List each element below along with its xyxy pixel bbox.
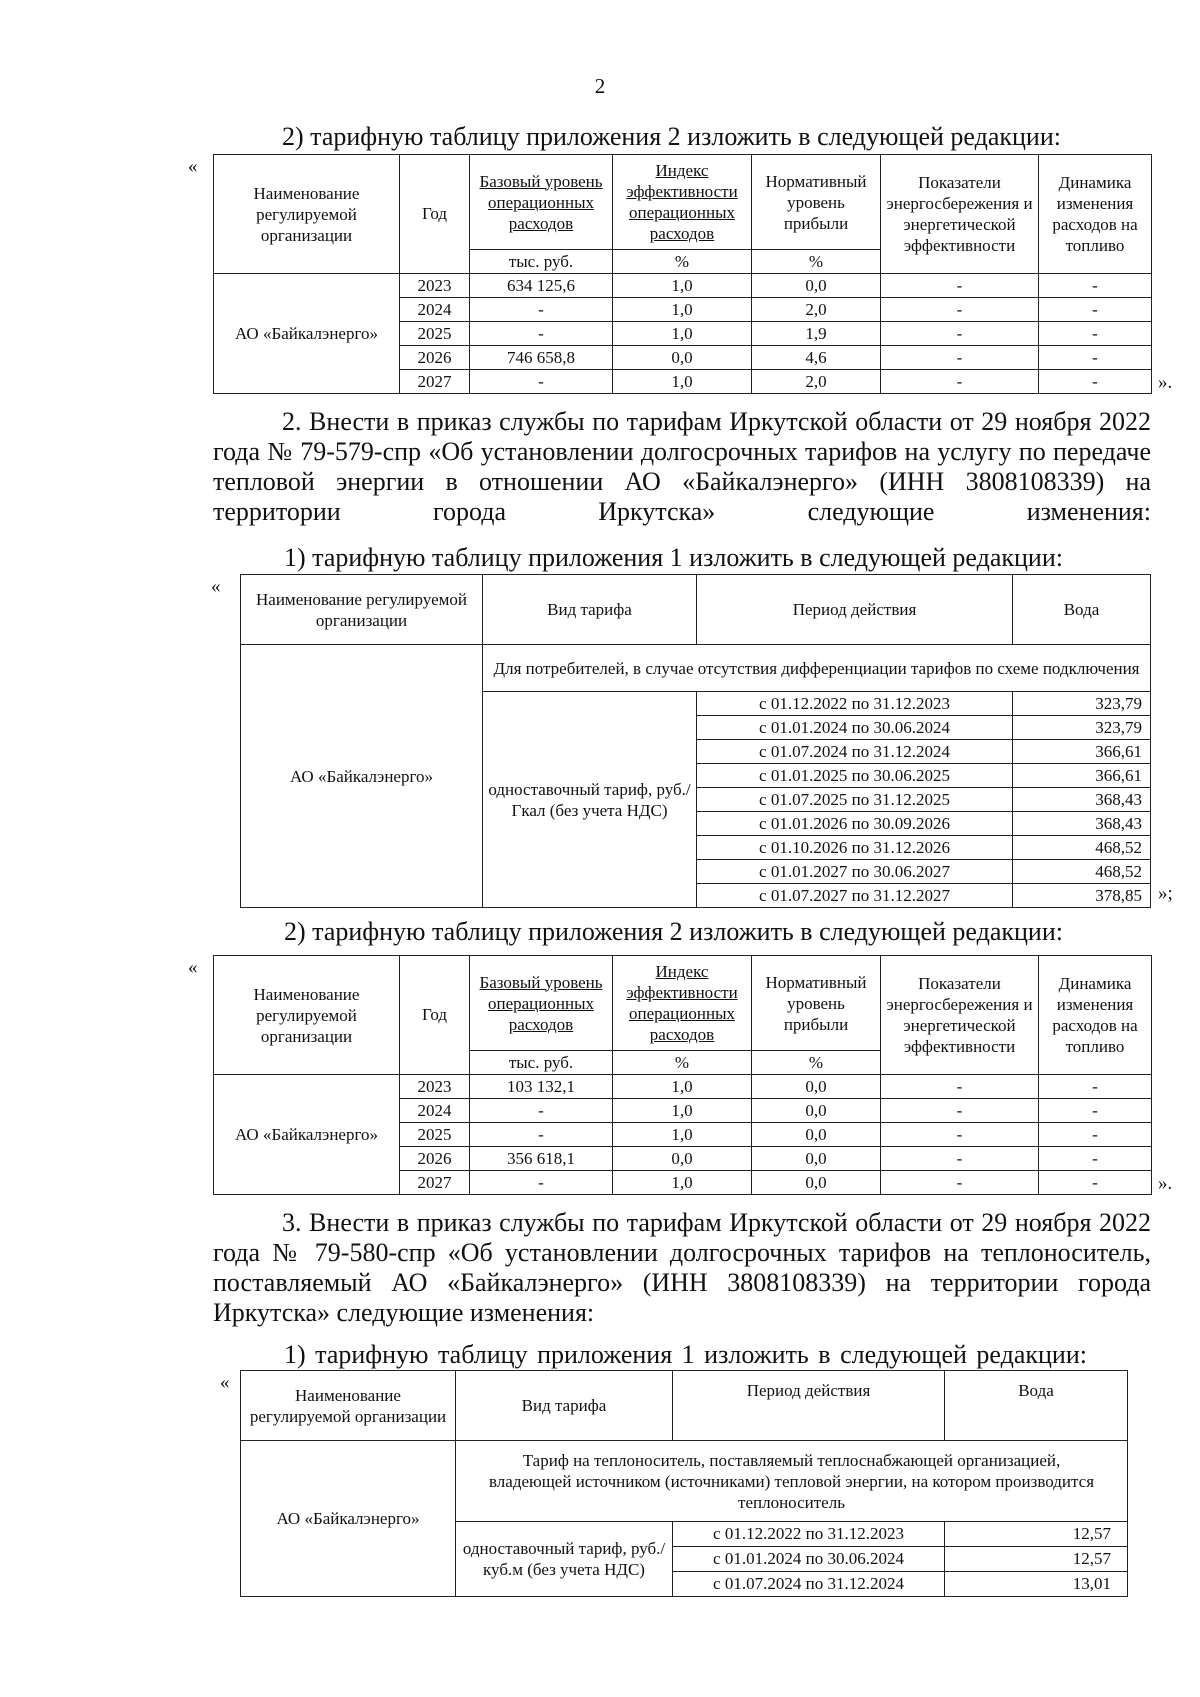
cell-fuel: - [1039, 1099, 1152, 1123]
cell-period: с 01.07.2025 по 31.12.2025 [697, 788, 1013, 812]
cell-fuel: - [1039, 274, 1152, 298]
cell-value: 366,61 [1013, 764, 1151, 788]
cell-profit: 0,0 [752, 1099, 881, 1123]
consumer-group: Для потребителей, в случае отсутствия дифференциации тарифов по схеме подключения [483, 645, 1151, 692]
header-year: Год [400, 155, 470, 274]
header-year: Год [400, 956, 470, 1075]
header-index: Индекс эффективности операционных расходов [613, 956, 752, 1051]
section1-intro: 2) тарифную таблицу приложения 2 изложить в следующей редакции: [282, 122, 1061, 151]
table-b [240, 574, 1151, 908]
cell-base: 634 125,6 [470, 274, 613, 298]
header-base: Базовый уровень операционных расходов [470, 155, 613, 250]
header-base: Базовый уровень операционных расходов [470, 956, 613, 1051]
open-quote: « [188, 957, 198, 978]
cell-period: с 01.07.2024 по 31.12.2024 [697, 740, 1013, 764]
cell-period: с 01.01.2025 по 30.06.2025 [697, 764, 1013, 788]
cell-period: с 01.12.2022 по 31.12.2023 [697, 692, 1013, 716]
cell-base: - [470, 370, 613, 394]
org-name: АО «Байкалэнерго» [214, 1075, 400, 1195]
header-fuel: Динамика изменения расходов на топливо [1039, 956, 1152, 1075]
header-org: Наименование регулируемой организации [214, 956, 400, 1075]
cell-fuel: - [1039, 346, 1152, 370]
unit-base: тыс. руб. [470, 1051, 613, 1075]
cell-period: с 01.01.2027 по 30.06.2027 [697, 860, 1013, 884]
table-row [214, 274, 1152, 298]
cell-index: 1,0 [613, 1123, 752, 1147]
cell-profit: 0,0 [752, 1075, 881, 1099]
cell-year: 2027 [400, 370, 470, 394]
open-quote: « [188, 156, 198, 177]
cell-value: 323,79 [1013, 716, 1151, 740]
close-quote: »; [1158, 883, 1173, 904]
header-energy: Показатели энергосбережения и энергетической эффективности [881, 956, 1039, 1075]
unit-index: % [613, 250, 752, 274]
cell-period: с 01.07.2027 по 31.12.2027 [697, 884, 1013, 908]
cell-energy: - [881, 1123, 1039, 1147]
cell-value: 12,57 [945, 1547, 1128, 1572]
unit-base: тыс. руб. [470, 250, 613, 274]
cell-base: - [470, 1123, 613, 1147]
cell-energy: - [881, 1099, 1039, 1123]
section2-sub2: 2) тарифную таблицу приложения 2 изложить в следующей редакции: [284, 917, 1063, 946]
header-org: Наименование регулируемой организации [214, 155, 400, 274]
cell-base: 356 618,1 [470, 1147, 613, 1171]
cell-period: с 01.07.2024 по 31.12.2024 [673, 1572, 945, 1597]
cell-profit: 0,0 [752, 1123, 881, 1147]
tariff-type: одноставочный тариф, руб./куб.м (без учета НДС) [456, 1522, 673, 1597]
cell-fuel: - [1039, 1147, 1152, 1171]
header-period: Период действия [673, 1371, 945, 1441]
org-name: АО «Байкалэнерго» [214, 274, 400, 394]
header-period: Период действия [697, 575, 1013, 645]
cell-profit: 4,6 [752, 346, 881, 370]
cell-index: 1,0 [613, 370, 752, 394]
cell-energy: - [881, 274, 1039, 298]
cell-energy: - [881, 1075, 1039, 1099]
consumer-group: Тариф на теплоноситель, поставляемый теплоснабжающей организацией, владеющей источником (источниками) тепловой энергии, на котором производится теплоноситель [456, 1441, 1128, 1522]
cell-value: 323,79 [1013, 692, 1151, 716]
cell-fuel: - [1039, 1075, 1152, 1099]
unit-profit: % [752, 1051, 881, 1075]
cell-year: 2025 [400, 322, 470, 346]
cell-year: 2023 [400, 1075, 470, 1099]
unit-profit: % [752, 250, 881, 274]
cell-profit: 0,0 [752, 1171, 881, 1195]
cell-fuel: - [1039, 322, 1152, 346]
cell-year: 2023 [400, 274, 470, 298]
cell-fuel: - [1039, 370, 1152, 394]
header-fuel: Динамика изменения расходов на топливо [1039, 155, 1152, 274]
cell-index: 1,0 [613, 1171, 752, 1195]
tariff-type: одноставочный тариф, руб./Гкал (без учета НДС) [483, 692, 697, 908]
unit-index: % [613, 1051, 752, 1075]
section2-sub1: 1) тарифную таблицу приложения 1 изложить в следующей редакции: [284, 543, 1063, 572]
cell-period: с 01.01.2024 по 30.06.2024 [673, 1547, 945, 1572]
section3-sub1: 1) тарифную таблицу приложения 1 изложить в следующей редакции: [284, 1340, 1087, 1369]
close-quote: ». [1158, 1173, 1173, 1194]
cell-index: 1,0 [613, 1099, 752, 1123]
header-tariff-type: Вид тарифа [483, 575, 697, 645]
open-quote: « [220, 1372, 230, 1393]
cell-value: 468,52 [1013, 860, 1151, 884]
cell-energy: - [881, 1147, 1039, 1171]
open-quote: « [211, 576, 221, 597]
cell-year: 2024 [400, 298, 470, 322]
table-row [214, 1075, 1152, 1099]
table-d [240, 1370, 1128, 1597]
section2-paragraph: 2. Внести в приказ службы по тарифам Иркутской области от 29 ноября 2022 года № 79-579-спр «Об установлении долгосрочных тарифов на услугу по передаче тепловой энергии в отношении АО «Байкалэнерго» (ИНН 3808108339) на территории города Иркутска» следующие изменения: [213, 407, 1151, 526]
cell-value: 12,57 [945, 1522, 1128, 1547]
cell-index: 1,0 [613, 274, 752, 298]
cell-profit: 1,9 [752, 322, 881, 346]
cell-index: 0,0 [613, 1147, 752, 1171]
page-number: 2 [594, 74, 606, 98]
cell-index: 1,0 [613, 298, 752, 322]
cell-value: 468,52 [1013, 836, 1151, 860]
header-water: Вода [945, 1371, 1128, 1441]
cell-energy: - [881, 298, 1039, 322]
cell-index: 1,0 [613, 322, 752, 346]
cell-base: - [470, 322, 613, 346]
cell-profit: 2,0 [752, 370, 881, 394]
header-tariff-type: Вид тарифа [456, 1371, 673, 1441]
cell-year: 2026 [400, 1147, 470, 1171]
header-index: Индекс эффективности операционных расходов [613, 155, 752, 250]
org-name: АО «Байкалэнерго» [241, 645, 483, 908]
table-c [213, 955, 1152, 1195]
header-energy: Показатели энергосбережения и энергетической эффективности [881, 155, 1039, 274]
cell-period: с 01.01.2026 по 30.09.2026 [697, 812, 1013, 836]
cell-fuel: - [1039, 298, 1152, 322]
cell-value: 13,01 [945, 1572, 1128, 1597]
cell-profit: 0,0 [752, 274, 881, 298]
cell-value: 366,61 [1013, 740, 1151, 764]
cell-base: - [470, 298, 613, 322]
cell-profit: 0,0 [752, 1147, 881, 1171]
cell-year: 2027 [400, 1171, 470, 1195]
cell-fuel: - [1039, 1123, 1152, 1147]
cell-energy: - [881, 346, 1039, 370]
cell-energy: - [881, 1171, 1039, 1195]
section3-paragraph: 3. Внести в приказ службы по тарифам Иркутской области от 29 ноября 2022 года № 79-580-спр «Об установлении долгосрочных тарифов на теплоноситель, поставляемый АО «Байкалэнерго» (ИНН 3808108339) на территории города Иркутска» следующие изменения: [213, 1208, 1151, 1327]
cell-base: - [470, 1099, 613, 1123]
cell-index: 1,0 [613, 1075, 752, 1099]
cell-year: 2025 [400, 1123, 470, 1147]
cell-period: с 01.12.2022 по 31.12.2023 [673, 1522, 945, 1547]
header-org: Наименование регулируемой организации [241, 575, 483, 645]
org-name: АО «Байкалэнерго» [241, 1441, 456, 1597]
cell-base: 746 658,8 [470, 346, 613, 370]
cell-value: 368,43 [1013, 812, 1151, 836]
cell-period: с 01.10.2026 по 31.12.2026 [697, 836, 1013, 860]
header-water: Вода [1013, 575, 1151, 645]
cell-energy: - [881, 370, 1039, 394]
header-org: Наименование регулируемой организации [241, 1371, 456, 1441]
close-quote: ». [1158, 372, 1173, 393]
cell-base: 103 132,1 [470, 1075, 613, 1099]
cell-year: 2024 [400, 1099, 470, 1123]
header-profit: Нормативный уровень прибыли [752, 956, 881, 1051]
cell-value: 368,43 [1013, 788, 1151, 812]
cell-value: 378,85 [1013, 884, 1151, 908]
cell-year: 2026 [400, 346, 470, 370]
header-profit: Нормативный уровень прибыли [752, 155, 881, 250]
cell-fuel: - [1039, 1171, 1152, 1195]
cell-period: с 01.01.2024 по 30.06.2024 [697, 716, 1013, 740]
cell-profit: 2,0 [752, 298, 881, 322]
cell-energy: - [881, 322, 1039, 346]
cell-base: - [470, 1171, 613, 1195]
table-a [213, 154, 1152, 394]
cell-index: 0,0 [613, 346, 752, 370]
